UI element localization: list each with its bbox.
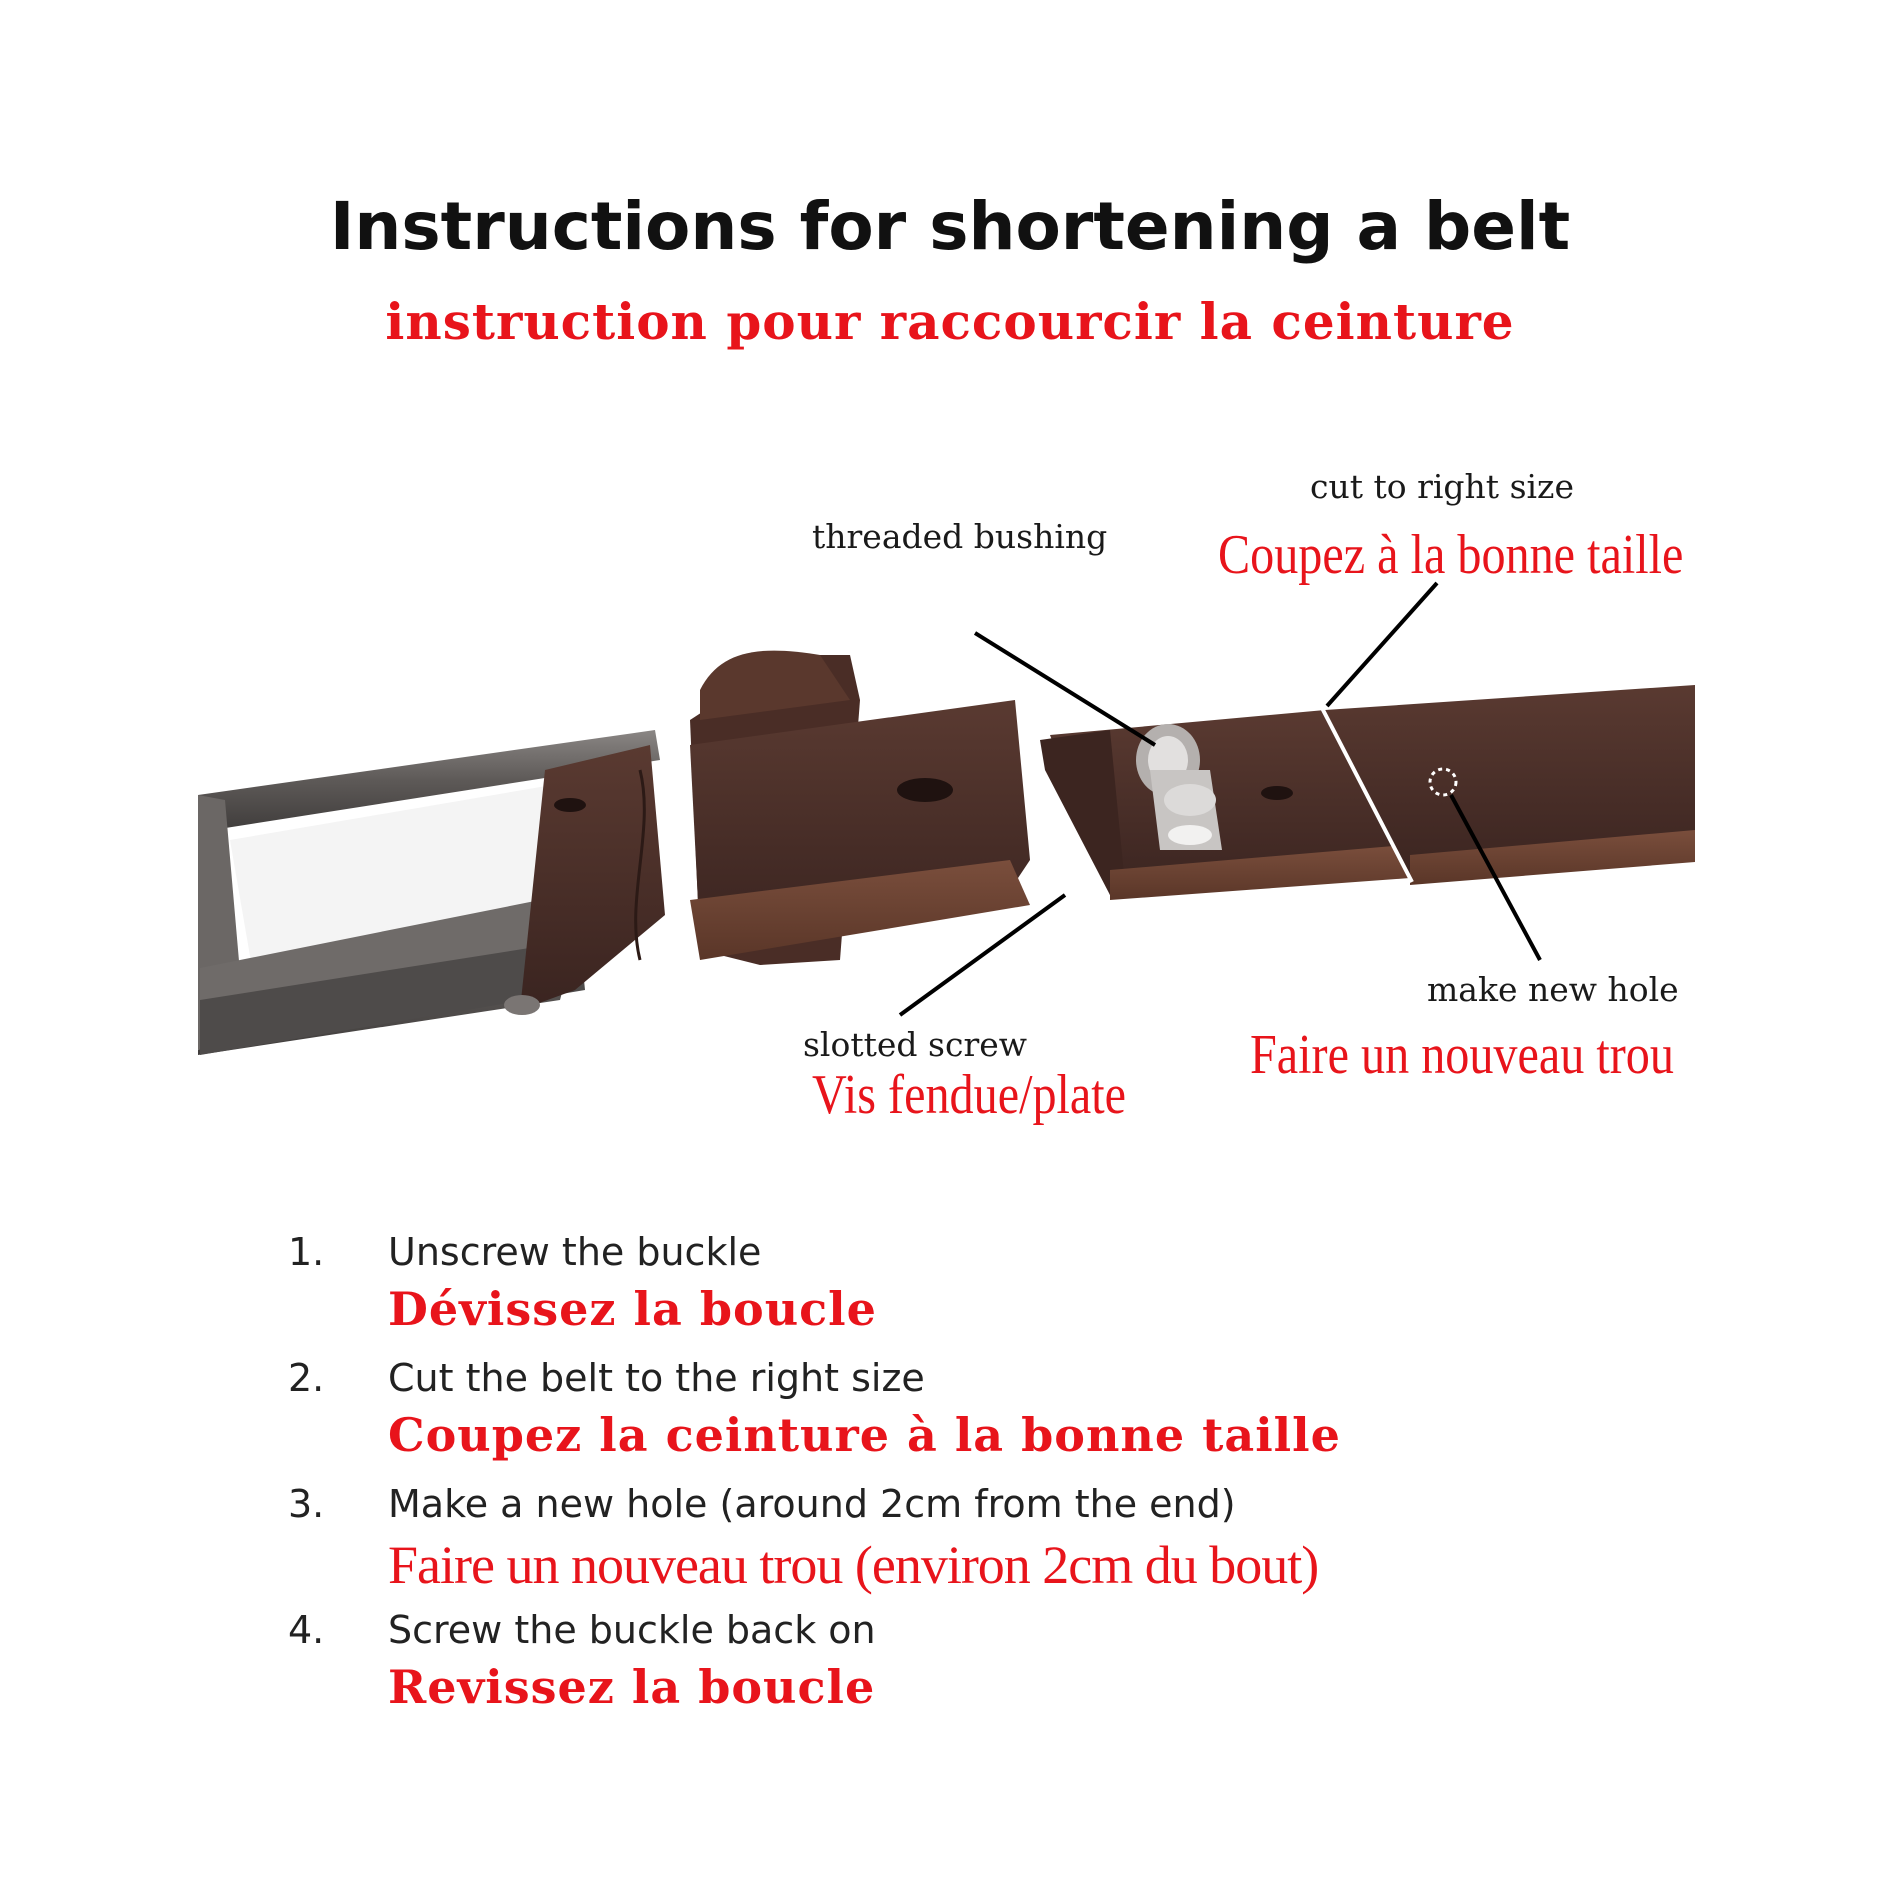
label-slotted-screw-en: slotted screw xyxy=(803,1025,1027,1064)
step-text-fr: Revissez la boucle xyxy=(388,1660,876,1714)
leader-cut xyxy=(1327,583,1437,706)
page-subtitle-fr: instruction pour raccourcir la ceinture xyxy=(385,292,1515,351)
label-threaded-bushing: threaded bushing xyxy=(812,517,1108,556)
label-new-hole-fr: Faire un nouveau trou xyxy=(1250,1024,1674,1086)
step-text-en: Unscrew the buckle xyxy=(388,1230,762,1274)
step-number: 2. xyxy=(288,1356,325,1400)
step-text-en: Cut the belt to the right size xyxy=(388,1356,925,1400)
step-1 xyxy=(288,1230,1738,1356)
screw-head-bottom xyxy=(504,995,540,1015)
label-slotted-screw-fr: Vis fendue/plate xyxy=(812,1064,1127,1126)
step-text-fr: Dévissez la boucle xyxy=(388,1282,877,1336)
step-text-en: Make a new hole (around 2cm from the end) xyxy=(388,1482,1236,1526)
step-4 xyxy=(288,1608,1738,1734)
label-new-hole-en: make new hole xyxy=(1427,970,1679,1009)
page-title: Instructions for shortening a belt xyxy=(329,188,1571,265)
step-3 xyxy=(288,1482,1738,1608)
step-text-fr: Faire un nouveau trou (environ 2cm du bout) xyxy=(388,1535,1319,1595)
step-text-fr: Coupez la ceinture à la bonne taille xyxy=(388,1408,1341,1462)
label-cut-fr: Coupez à la bonne taille xyxy=(1218,524,1684,586)
step-text-en: Screw the buckle back on xyxy=(388,1608,876,1652)
step-number: 1. xyxy=(288,1230,325,1274)
steps-list xyxy=(288,1230,1738,1734)
step-2 xyxy=(288,1356,1738,1482)
label-cut-en: cut to right size xyxy=(1310,467,1574,506)
step-number: 4. xyxy=(288,1608,325,1652)
buckle-strap xyxy=(520,651,1030,1010)
step-number: 3. xyxy=(288,1482,325,1526)
